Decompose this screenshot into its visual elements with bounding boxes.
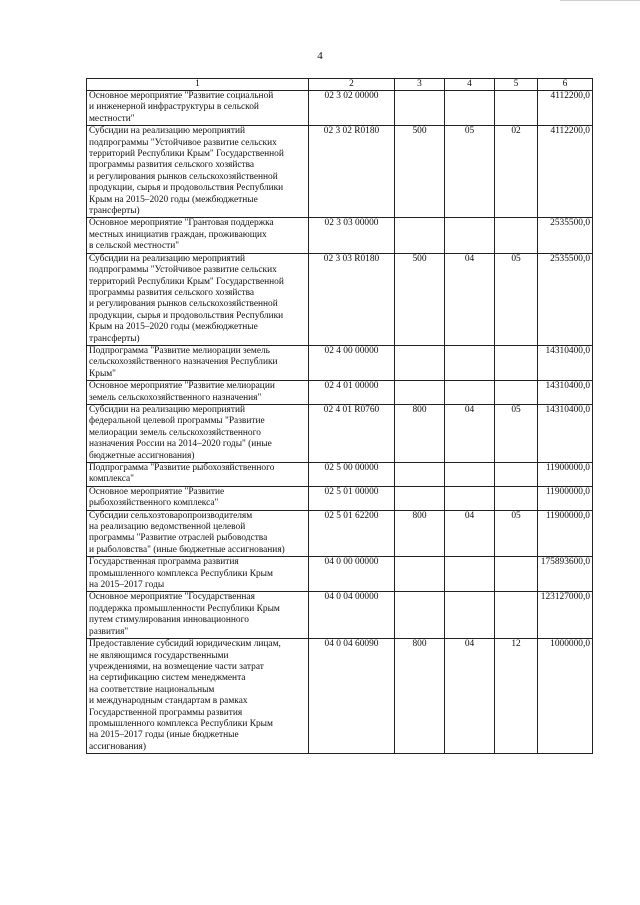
row-code-cell: 04 0 00 00000 [309,557,395,592]
row-name-cell: Субсидии на реализацию мероприятий подпрограммы "Устойчивое развитие сельских территорий Республики Крым" Государственной программы развития сельского хозяйства и регулирования рынков сельскохозяйственной продукции, сырья и продовольствия Республики Крым на 2015–2020 годы (межбюджетные трансферты) [87,126,309,218]
row-code-cell: 02 4 01 R0760 [309,404,395,462]
row-subsection-cell [495,345,538,380]
row-section-cell: 05 [445,126,495,218]
row-amount-cell: 14310400,0 [538,345,593,380]
row-expense-type-cell: 800 [395,639,445,754]
row-section-cell: 04 [445,639,495,754]
row-subsection-cell [495,592,538,639]
row-name-cell: Основное мероприятие "Развитие социальной и инженерной инфраструктуры в сельской местности" [87,91,309,126]
row-section-cell: 04 [445,404,495,462]
row-section-cell [445,592,495,639]
row-amount-cell: 2535500,0 [538,218,593,253]
row-name-cell: Основное мероприятие "Грантовая поддержка местных инициатив граждан, проживающих в сельской местности" [87,218,309,253]
table-body [87,91,593,754]
row-section-cell [445,91,495,126]
row-name-cell: Подпрограмма "Развитие рыбохозяйственного комплекса" [87,463,309,487]
row-name-cell: Субсидии сельхозтоваропроизводителям на реализацию ведомственной целевой программы "Развитие отраслей рыбоводства и рыболовства" (иные бюджетные ассигнования) [87,510,309,557]
row-subsection-cell: 05 [495,404,538,462]
row-code-cell: 02 3 02 R0180 [309,126,395,218]
row-subsection-cell [495,91,538,126]
row-expense-type-cell [395,463,445,487]
table-row [87,345,593,380]
row-code-cell: 02 5 00 00000 [309,463,395,487]
row-section-cell [445,463,495,487]
row-name-cell: Предоставление субсидий юридическим лицам, не являющимся государственными учреждениями, на возмещение части затрат на сертификацию систем менеджмента на соответствие национальным и международным стандартам в рамках Государственной программы развития промышленного комплекса Республики Крым на 2015–2017 годы (иные бюджетные ассигнования) [87,639,309,754]
column-header: 3 [395,79,445,91]
table-row [87,253,593,345]
table-row [87,91,593,126]
row-subsection-cell: 02 [495,126,538,218]
row-subsection-cell [495,381,538,405]
table-row [87,510,593,557]
row-amount-cell: 11900000,0 [538,510,593,557]
row-subsection-cell [495,557,538,592]
row-expense-type-cell: 800 [395,404,445,462]
row-expense-type-cell [395,381,445,405]
row-expense-type-cell: 800 [395,510,445,557]
row-expense-type-cell [395,592,445,639]
row-amount-cell: 2535500,0 [538,253,593,345]
column-header: 5 [495,79,538,91]
table-row [87,639,593,754]
row-code-cell: 02 3 03 00000 [309,218,395,253]
row-subsection-cell: 12 [495,639,538,754]
row-expense-type-cell [395,91,445,126]
row-expense-type-cell: 500 [395,126,445,218]
row-section-cell [445,218,495,253]
row-subsection-cell [495,218,538,253]
table-row [87,218,593,253]
page-number: 4 [317,50,323,62]
row-name-cell: Основное мероприятие "Государственная поддержка промышленности Республики Крым путем стимулирования инновационного развития" [87,592,309,639]
row-code-cell: 02 3 03 R0180 [309,253,395,345]
row-subsection-cell: 05 [495,510,538,557]
row-code-cell: 02 5 01 62200 [309,510,395,557]
row-subsection-cell [495,486,538,510]
column-header: 2 [309,79,395,91]
row-section-cell [445,381,495,405]
row-amount-cell: 175893600,0 [538,557,593,592]
row-amount-cell: 14310400,0 [538,404,593,462]
row-code-cell: 02 3 02 00000 [309,91,395,126]
row-amount-cell: 1000000,0 [538,639,593,754]
row-expense-type-cell [395,557,445,592]
table-row [87,126,593,218]
row-code-cell: 02 5 01 00000 [309,486,395,510]
row-section-cell: 04 [445,510,495,557]
row-name-cell: Субсидии на реализацию мероприятий подпрограммы "Устойчивое развитие сельских территорий Республики Крым" Государственной программы развития сельского хозяйства и регулирования рынков сельскохозяйственной продукции, сырья и продовольствия Республики Крым на 2015–2020 годы (межбюджетные трансферты) [87,253,309,345]
row-expense-type-cell [395,218,445,253]
table-row [87,592,593,639]
row-section-cell [445,557,495,592]
row-expense-type-cell [395,345,445,380]
row-amount-cell: 11900000,0 [538,463,593,487]
row-name-cell: Государственная программа развития промышленного комплекса Республики Крым на 2015–2017 годы [87,557,309,592]
table-row [87,486,593,510]
row-expense-type-cell: 500 [395,253,445,345]
row-code-cell: 02 4 00 00000 [309,345,395,380]
table-header-row [87,79,593,91]
table-row [87,404,593,462]
row-code-cell: 04 0 04 60090 [309,639,395,754]
row-amount-cell: 4112200,0 [538,126,593,218]
table-row [87,463,593,487]
row-name-cell: Подпрограмма "Развитие мелиорации земель сельскохозяйственного назначения Республики Крым" [87,345,309,380]
row-name-cell: Субсидии на реализацию мероприятий федеральной целевой программы "Развитие мелиорации земель сельскохозяйственного назначения России на 2014–2020 годы" (иные бюджетные ассигнования) [87,404,309,462]
row-expense-type-cell [395,486,445,510]
row-section-cell: 04 [445,253,495,345]
row-subsection-cell [495,463,538,487]
row-code-cell: 02 4 01 00000 [309,381,395,405]
table-row [87,381,593,405]
row-code-cell: 04 0 04 00000 [309,592,395,639]
row-section-cell [445,345,495,380]
row-amount-cell: 123127000,0 [538,592,593,639]
row-name-cell: Основное мероприятие "Развитие рыбохозяйственного комплекса" [87,486,309,510]
row-section-cell [445,486,495,510]
budget-table [86,78,593,754]
column-header: 6 [538,79,593,91]
row-subsection-cell: 05 [495,253,538,345]
scan-edge-mark [560,0,640,7]
table-row [87,557,593,592]
row-amount-cell: 11900000,0 [538,486,593,510]
column-header: 4 [445,79,495,91]
row-name-cell: Основное мероприятие "Развитие мелиорации земель сельскохозяйственного назначения" [87,381,309,405]
column-header: 1 [87,79,309,91]
row-amount-cell: 14310400,0 [538,381,593,405]
row-amount-cell: 4112200,0 [538,91,593,126]
